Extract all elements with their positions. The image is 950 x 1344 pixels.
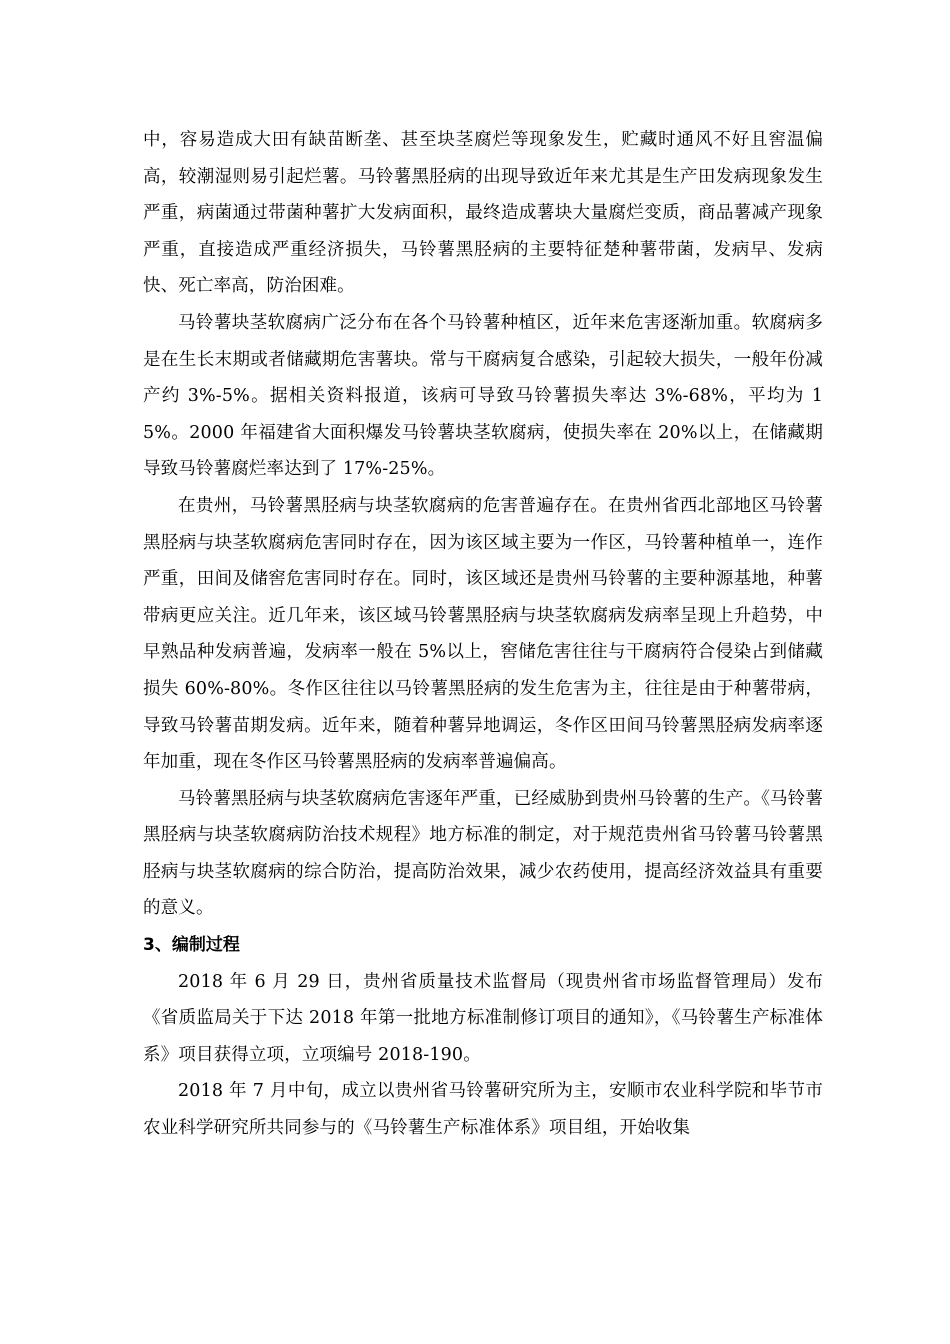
paragraph-project-approval: 2018 年 6 月 29 日，贵州省质量技术监督局（现贵州省市场监督管理局）发布《省质监局关于下达 2018 年第一批地方标准制修订项目的通知》，《马铃薯生产标准体系》项目获得立项，立项编号 2018-190。 bbox=[143, 971, 823, 1065]
section-heading: 3、编制过程 bbox=[143, 935, 240, 956]
paragraph-soft-rot: 马铃薯块茎软腐病广泛分布在各个马铃薯种植区，近年来危害逐渐加重。软腐病多是在生长末期或者储藏期危害薯块。常与干腐病复合感染，引起较大损失，一般年份减产约 3%-5%。据相关资料报道，该病可导致马铃薯损失率达 3%-68%，平均为 15%。2000 年福建省大面积爆发马铃薯块茎软腐病，使损失率在 20%以上，在储藏期导致马铃薯腐烂率达到了 17%-25%。 bbox=[143, 312, 823, 480]
document-page bbox=[143, 122, 823, 1147]
paragraph-project-team: 2018 年 7 月中旬，成立以贵州省马铃薯研究所为主，安顺市农业科学院和毕节市农业科学研究所共同参与的《马铃薯生产标准体系》项目组，开始收集 bbox=[143, 1081, 823, 1139]
paragraph-continuation: 中，容易造成大田有缺苗断垄、甚至块茎腐烂等现象发生，贮藏时通风不好且窖温偏高，较潮湿则易引起烂薯。马铃薯黑胫病的出现导致近年来尤其是生产田发病现象发生严重，病菌通过带菌种薯扩大发病面积，最终造成薯块大量腐烂变质，商品薯减产现象严重，直接造成严重经济损失，马铃薯黑胫病的主要特征楚种薯带菌，发病早、发病快、死亡率高，防治困难。 bbox=[143, 130, 823, 297]
paragraph-guizhou-situation: 在贵州，马铃薯黑胫病与块茎软腐病的危害普遍存在。在贵州省西北部地区马铃薯黑胫病与块茎软腐病危害同时存在，因为该区域主要为一作区，马铃薯种植单一，连作严重，田间及储窖危害同时存在。同时，该区域还是贵州马铃薯的主要种源基地，种薯带病更应关注。近几年来，该区域马铃薯黑胫病与块茎软腐病发病率呈现上升趋势，中早熟品种发病普遍，发病率一般在 5%以上，窖储危害往往与干腐病符合侵染占到储藏损失 60%-80%。冬作区往往以马铃薯黑胫病的发生危害为主，往往是由于种薯带病，导致马铃薯苗期发病。近年来，随着种薯异地调运，冬作区田间马铃薯黑胫病发病率逐年加重，现在冬作区马铃薯黑胫病的发病率普遍偏高。 bbox=[143, 495, 823, 773]
paragraph-significance: 马铃薯黑胫病与块茎软腐病危害逐年严重，已经威胁到贵州马铃薯的生产。《马铃薯黑胫病与块茎软腐病防治技术规程》地方标准的制定，对于规范贵州省马铃薯马铃薯黑胫病与块茎软腐病的综合防治，提高防治效果，减少农药使用，提高经济效益具有重要的意义。 bbox=[143, 788, 823, 919]
